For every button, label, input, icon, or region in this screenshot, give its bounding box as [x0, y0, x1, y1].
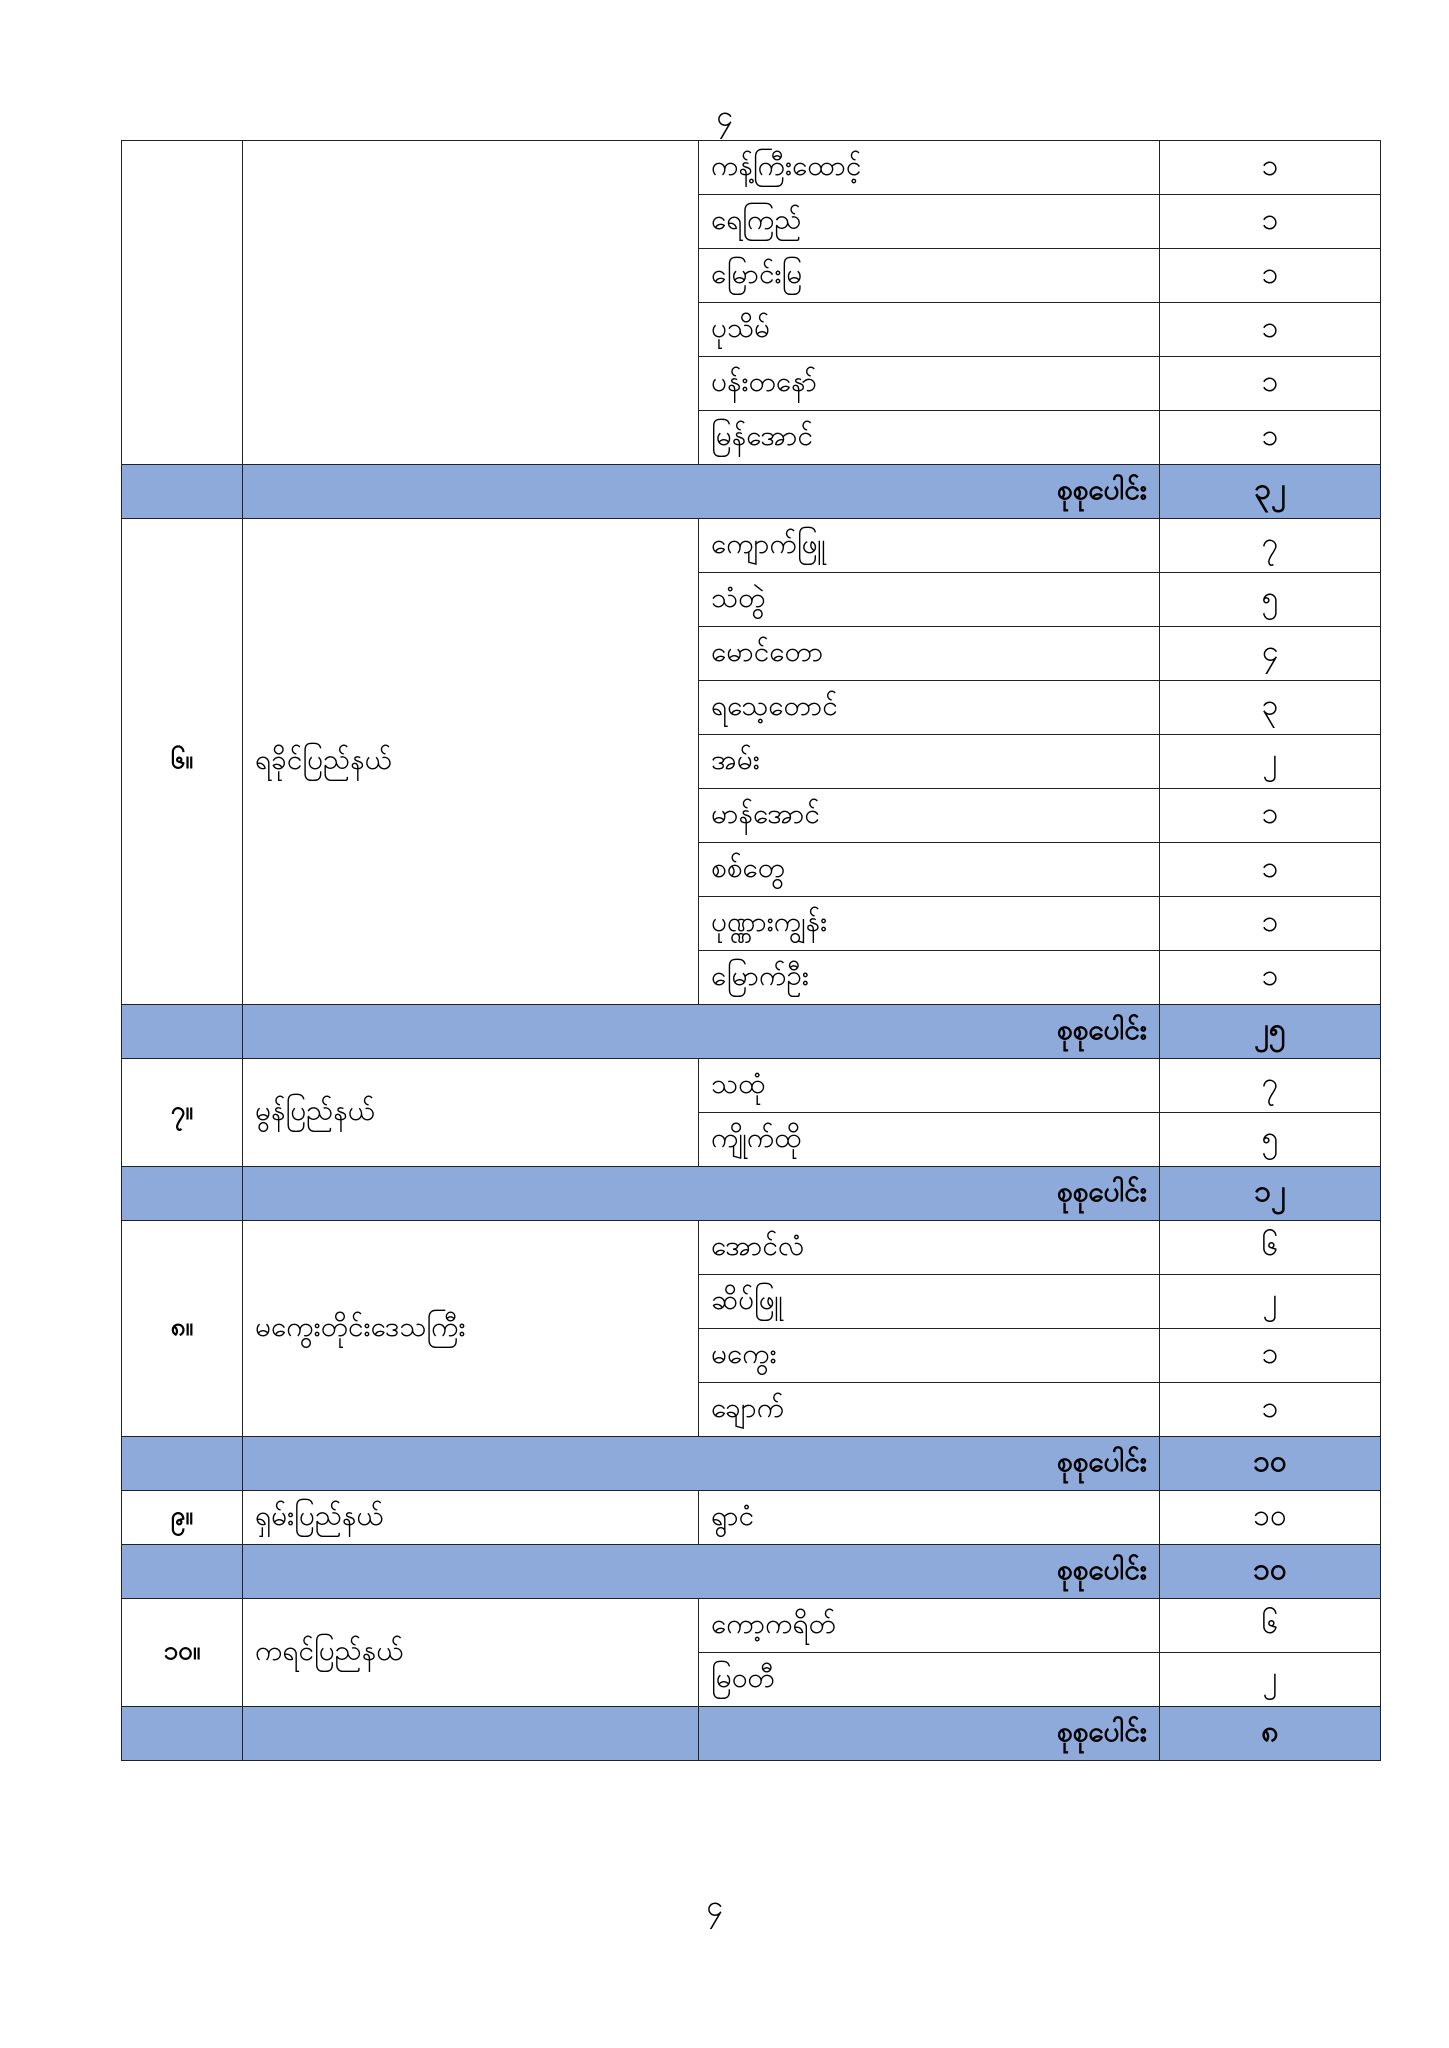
township-cell: ကျိုက်ထို: [699, 1113, 1160, 1167]
township-cell: အောင်လံ: [699, 1221, 1160, 1275]
total-blank-cell: [122, 1707, 243, 1761]
total-value: ၈: [1160, 1707, 1381, 1761]
township-cell: သထုံ: [699, 1059, 1160, 1113]
table-row: [122, 141, 1381, 195]
table-row: [122, 1059, 1381, 1113]
page-number-top: ၄: [716, 99, 733, 134]
township-cell: ကန့်ကြီးထောင့်: [699, 141, 1160, 195]
region-number-cell: ၁၀။: [122, 1599, 243, 1707]
township-cell: မြောင်းမြ: [699, 249, 1160, 303]
count-cell: ၂: [1160, 1653, 1381, 1707]
total-blank-cell: [243, 1707, 699, 1761]
region-name-cell: မကွေးတိုင်းဒေသကြီး: [243, 1221, 699, 1437]
total-value: ၁၂: [1160, 1167, 1381, 1221]
township-cell: မြောက်ဦး: [699, 951, 1160, 1005]
township-cell: ပုဏ္ဏားကျွန်း: [699, 897, 1160, 951]
total-blank-cell: [122, 465, 243, 519]
table-row: [122, 1491, 1381, 1545]
total-value: ၁၀: [1160, 1545, 1381, 1599]
total-blank-cell: [122, 1545, 243, 1599]
table-row: [122, 1221, 1381, 1275]
count-cell: ၁၀: [1160, 1491, 1381, 1545]
count-cell: ၁: [1160, 195, 1381, 249]
count-cell: ၁: [1160, 951, 1381, 1005]
count-cell: ၆: [1160, 1599, 1381, 1653]
total-blank-cell: [122, 1005, 243, 1059]
total-row: [122, 1167, 1381, 1221]
township-cell: မကွေး: [699, 1329, 1160, 1383]
total-label: စုစုပေါင်း: [243, 465, 1160, 519]
count-cell: ၁: [1160, 1329, 1381, 1383]
region-number-cell: ၉။: [122, 1491, 243, 1545]
region-name-cell: ကရင်ပြည်နယ်: [243, 1599, 699, 1707]
township-cell: ရသေ့တောင်: [699, 681, 1160, 735]
total-label: စုစုပေါင်း: [243, 1005, 1160, 1059]
total-label: စုစုပေါင်း: [243, 1545, 1160, 1599]
count-cell: ၃: [1160, 681, 1381, 735]
count-cell: ၁: [1160, 411, 1381, 465]
total-value: ၂၅: [1160, 1005, 1381, 1059]
township-cell: ချောက်: [699, 1383, 1160, 1437]
count-cell: ၆: [1160, 1221, 1381, 1275]
count-cell: ၄: [1160, 627, 1381, 681]
total-row: [122, 1437, 1381, 1491]
total-row: [122, 465, 1381, 519]
total-label: စုစုပေါင်း: [699, 1707, 1160, 1761]
total-label: စုစုပေါင်း: [243, 1167, 1160, 1221]
count-cell: ၁: [1160, 249, 1381, 303]
table-row: [122, 1599, 1381, 1653]
region-number-cell: [122, 141, 243, 465]
township-cell: စစ်တွေ: [699, 843, 1160, 897]
count-cell: ၁: [1160, 843, 1381, 897]
region-name-cell: ရခိုင်ပြည်နယ်: [243, 519, 699, 1005]
township-cell: ဆိပ်ဖြူ: [699, 1275, 1160, 1329]
count-cell: ၇: [1160, 1059, 1381, 1113]
total-value: ၁၀: [1160, 1437, 1381, 1491]
region-number-cell: ၈။: [122, 1221, 243, 1437]
count-cell: ၂: [1160, 735, 1381, 789]
township-count-table: [121, 140, 1381, 1761]
count-cell: ၂: [1160, 1275, 1381, 1329]
total-row: [122, 1707, 1381, 1761]
township-cell: ကျောက်ဖြူ: [699, 519, 1160, 573]
township-cell: ပန်းတနော်: [699, 357, 1160, 411]
township-cell: မာန်အောင်: [699, 789, 1160, 843]
table-body: [122, 141, 1381, 1761]
township-cell: ရေကြည်: [699, 195, 1160, 249]
count-cell: ၁: [1160, 303, 1381, 357]
region-name-cell: [243, 141, 699, 465]
township-cell: ပုသိမ်: [699, 303, 1160, 357]
region-number-cell: ၇။: [122, 1059, 243, 1167]
count-cell: ၁: [1160, 789, 1381, 843]
total-row: [122, 1545, 1381, 1599]
region-number-cell: ၆။: [122, 519, 243, 1005]
table-row: [122, 519, 1381, 573]
total-blank-cell: [122, 1437, 243, 1491]
township-cell: မြဝတီ: [699, 1653, 1160, 1707]
township-cell: ကော့ကရိတ်: [699, 1599, 1160, 1653]
total-blank-cell: [122, 1167, 243, 1221]
count-cell: ၁: [1160, 141, 1381, 195]
total-value: ၃၂: [1160, 465, 1381, 519]
page-number-bottom: ၄: [706, 1889, 723, 1924]
total-label: စုစုပေါင်း: [243, 1437, 1160, 1491]
township-cell: သံတွဲ: [699, 573, 1160, 627]
township-cell: မြန်အောင်: [699, 411, 1160, 465]
count-cell: ၁: [1160, 1383, 1381, 1437]
count-cell: ၅: [1160, 1113, 1381, 1167]
region-name-cell: ရှမ်းပြည်နယ်: [243, 1491, 699, 1545]
count-cell: ၁: [1160, 357, 1381, 411]
township-cell: မောင်တော: [699, 627, 1160, 681]
township-cell: အမ်း: [699, 735, 1160, 789]
count-cell: ၇: [1160, 519, 1381, 573]
total-row: [122, 1005, 1381, 1059]
count-cell: ၅: [1160, 573, 1381, 627]
count-cell: ၁: [1160, 897, 1381, 951]
township-cell: ရွာငံ: [699, 1491, 1160, 1545]
region-name-cell: မွန်ပြည်နယ်: [243, 1059, 699, 1167]
